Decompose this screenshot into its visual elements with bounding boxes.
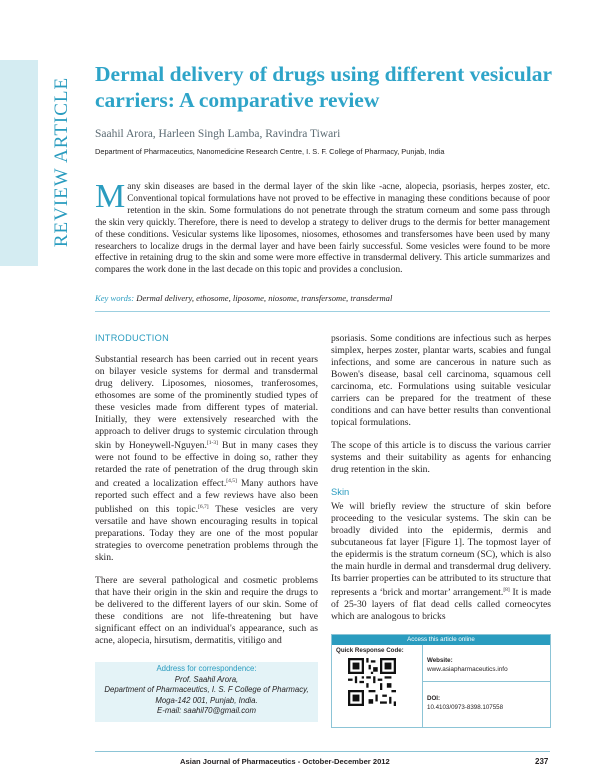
right-column: [331, 333, 551, 634]
drop-cap: M: [95, 178, 126, 215]
intro-paragraph-1: Substantial research has been carried out in recent years on bilayer vesicle systems for dermal and transdermal drug delivery. Liposomes, niosomes, tranferosomes, ethosomes are some of the prominently studied types of these vesicles made from different types of material. Initially, they were extensively researched with the approach to deliver drugs to systemic circulation through skin by Honeywell-Nguyen.[1-3] But in many cases they were not found to be effective in doing so, rather they retarded the rate of penetration of the drug through skin and created a localization effect.[4,5] Many authors have reported such effect and a few reviews have also been published on this topic.[6,7] These vesicles are very versatile and have shown encouraging results in topical preparations. Today they are one of the most popular strategies to overcome penetration problems through the skin.: [95, 354, 318, 563]
journal-footer: Asian Journal of Pharmaceutics - October-December 2012: [180, 757, 390, 766]
intro-paragraph-4: The scope of this article is to discuss the various carrier systems and their suitability as agents for enhancing drug retention in the skin.: [331, 439, 551, 475]
side-tab: [0, 60, 38, 266]
abstract-text: any skin diseases are based in the dermal layer of the skin like -acne, alopecia, psoriasis, herpes zoster, etc. Conventional topical formulations have not proved to be effective in managing these conditions because of poor retention in the skin. Some formulations do not penetrate through the stratum corneum and some pass through the skin very quickly. Therefore, there is need to develop a strategy to deliver drugs to the dermis for better management of these conditions. Vesicular systems like liposomes, niosomes, ethosomes and transfersomes have been used by many researchers to localize drugs in the dermal layer and have been fairly successful. Some vesicles were found to be more effective in retaining drug to the skin and some were more effective in transdermal delivery. This article summarizes and compares the work done in the last decade on this topic and provides a conclusion.: [95, 182, 550, 276]
correspondence-line-1: Department of Pharmaceutics, I. S. F College of Pharmacy,: [104, 685, 309, 695]
intro-heading: INTRODUCTION: [95, 333, 170, 343]
keywords-text: Dermal delivery, ethosome, liposome, niosome, transfersome, transdermal: [136, 293, 393, 303]
access-heading: Access this article online: [332, 635, 550, 645]
page-number: 237: [535, 757, 549, 766]
authors: Saahil Arora, Harleen Singh Lamba, Ravindra Tiwari: [95, 128, 341, 140]
correspondence-name: Prof. Saahil Arora,: [174, 674, 239, 684]
correspondence-email[interactable]: E-mail: saahil70@gmail.com: [157, 706, 256, 716]
correspondence-heading: Address for correspondence:: [156, 664, 257, 673]
keywords-label: Key words:: [95, 293, 135, 303]
article-title: Dermal delivery of drugs using different vesicular carriers: A comparative review: [95, 62, 552, 112]
abstract: [95, 178, 550, 277]
qr-code-icon[interactable]: [348, 658, 396, 706]
qr-label: Quick Response Code:: [336, 647, 404, 654]
skin-heading: Skin: [331, 486, 350, 498]
website-link[interactable]: www.asiapharmaceutics.info: [427, 666, 508, 673]
box-divider-vertical: [422, 645, 423, 727]
website-label: Website:: [427, 657, 453, 664]
correspondence-box: [95, 662, 318, 722]
footer-divider: [95, 751, 550, 752]
box-divider-horizontal: [422, 681, 550, 682]
affiliation: Department of Pharmaceutics, Nanomedicine Research Centre, I. S. F. College of Pharmacy, Punjab, India: [95, 147, 445, 156]
intro-paragraph-3: psoriasis. Some conditions are infectious such as herpes simplex, herpes zoster, plantar warts, scabies and fungal infections, and some are cancerous in nature such as Bowen's disease, basal cell carcinoma, squamous cell carcinoma, etc. Formulations using suitable vesicular carriers can be prepared for the treatment of these conditions and can have better results than conventional topical formulations.: [331, 333, 551, 428]
intro-paragraph-2: There are several pathological and cosmetic problems that have their origin in the skin and require the drugs to be delivered to the different layers of our skin. Some of these conditions are not life-threatening but have significant effect on an individual's appearance, such as acne, alopecia, hirsutism, dermatitis, vitiligo and: [95, 574, 318, 646]
article-type-label: REVIEW ARTICLE: [51, 76, 72, 248]
left-column: [95, 354, 318, 657]
access-online-box: [331, 634, 551, 728]
abstract-divider: [95, 311, 550, 312]
skin-paragraph: We will briefly review the structure of skin before proceeding to the vesicular systems. The skin can be broadly divided into the epidermis, dermis and subcutaneous fat layer [Figure 1]. The topmost layer of the epidermis is the stratum corneum (SC), which is also the main hurdle in dermal and transdermal drug delivery. Its barrier properties can be attributed to its structure that represents a ‘brick and mortar’ arrangement.[8] It is made of 25-30 layers of flat dead cells called corneocytes which are analogous to bricks: [331, 501, 552, 623]
doi-link[interactable]: 10.4103/0973-8398.107558: [427, 704, 504, 711]
doi-label: DOI:: [427, 695, 441, 702]
keywords: [95, 293, 392, 303]
correspondence-line-2: Moga-142 001, Punjab, India.: [155, 695, 258, 705]
